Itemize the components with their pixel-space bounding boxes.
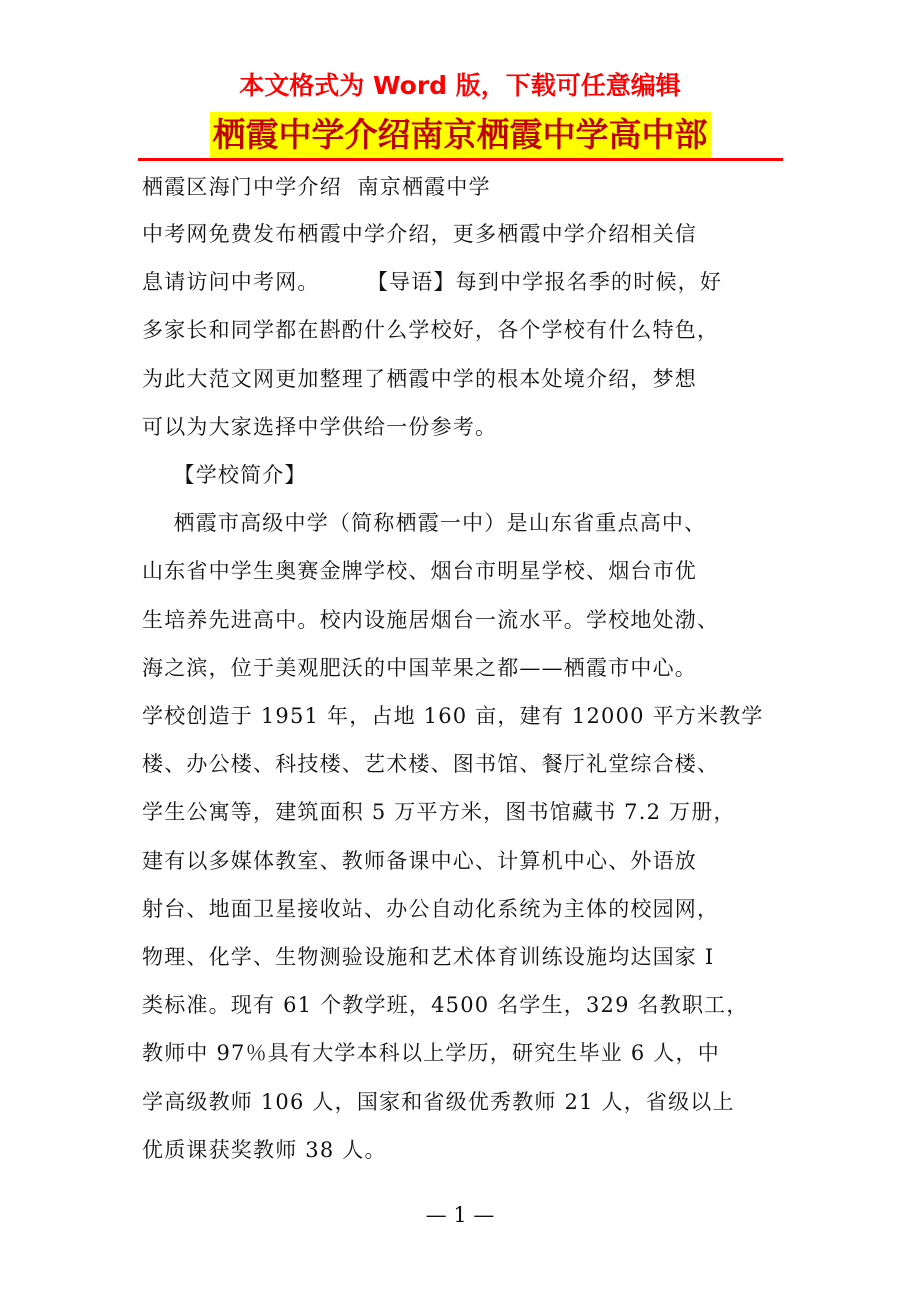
body-text-line: 教师中 97％具有大学本科以上学历，研究生毕业 6 人，中 (142, 1041, 720, 1066)
page-number: — 1 — (425, 1203, 495, 1227)
body-text-line: 息请访问中考网。 【导语】每到中学报名季的时候，好 (142, 270, 723, 295)
subtitle: 栖霞区海门中学介绍 南京栖霞中学 (142, 175, 491, 199)
body-text-line: 【学校简介】 (142, 463, 307, 487)
body-text-line: 生培养先进高中。校内设施居烟台一流水平。学校地处渤、 (142, 607, 720, 632)
body-text-line: 类标准。现有 61 个教学班，4500 名学生，329 名教职工， (142, 993, 749, 1018)
body-text-line: 山东省中学生奥赛金牌学校、烟台市明星学校、烟台市优 (142, 559, 697, 584)
body-text-line: 栖霞市高级中学（简称栖霞一中）是山东省重点高中、 (142, 511, 707, 536)
body-text-line: 建有以多媒体教室、教师备课中心、计算机中心、外语放 (142, 848, 697, 873)
body-text-line: 射台、地面卫星接收站、办公自动化系统为主体的校园网， (142, 896, 720, 921)
body-text-line: 多家长和同学都在斟酌什么学校好，各个学校有什么特色， (142, 318, 720, 343)
body-text-line: 学校创造于 1951 年，占地 160 亩，建有 12000 平方米教学 (142, 704, 764, 728)
title-container (0, 112, 920, 158)
document-title: 栖霞中学介绍南京栖霞中学高中部 (210, 112, 711, 158)
body-text-line: 物理、化学、生物测验设施和艺术体育训练设施均达国家 I (142, 945, 715, 969)
body-text-line: 为此大范文网更加整理了栖霞中学的根本处境介绍，梦想 (142, 366, 697, 391)
body-text-line: 优质课获奖教师 38 人。 (142, 1137, 387, 1162)
editable-notice: 本文格式为 Word 版，下载可任意编辑 (239, 71, 681, 100)
body-text-line: 中考网免费发布栖霞中学介绍，更多栖霞中学介绍相关信 (142, 222, 697, 246)
title-divider (138, 158, 783, 161)
body-text-line: 楼、办公楼、科技楼、艺术楼、图书馆、餐厅礼堂综合楼、 (142, 752, 720, 777)
body-text-line: 学生公寓等，建筑面积 5 万平方米，图书馆藏书 7.2 万册， (142, 800, 736, 825)
body-text-line: 学高级教师 106 人，国家和省级优秀教师 21 人，省级以上 (142, 1089, 735, 1114)
body-text-line: 海之滨，位于美观肥沃的中国苹果之都——栖霞市中心。 (142, 655, 697, 680)
body-text-line: 可以为大家选择中学供给一份参考。 (142, 414, 498, 439)
